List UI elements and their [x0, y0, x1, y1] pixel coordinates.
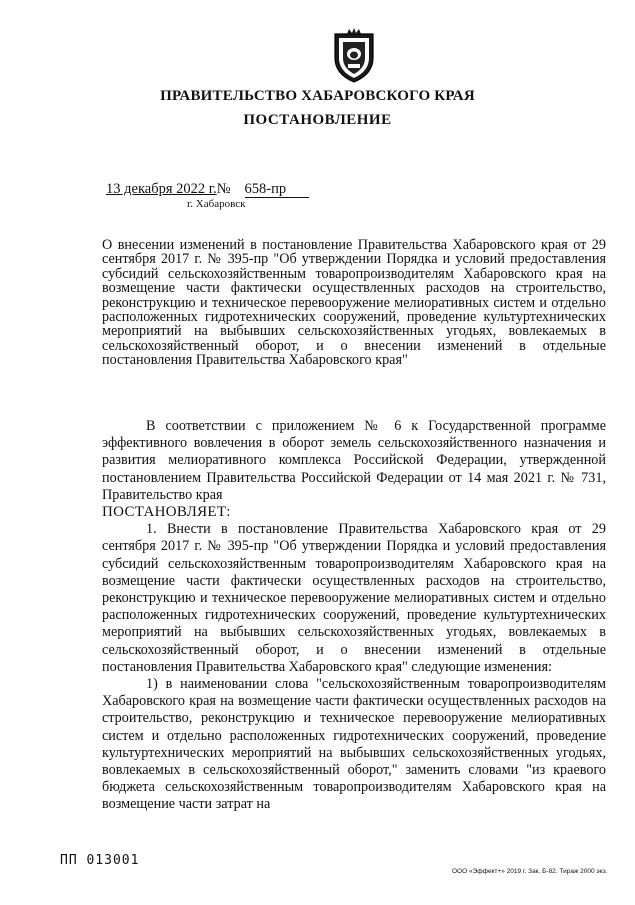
document-body [102, 418, 606, 814]
document-number: 658-пр [245, 182, 309, 198]
preamble-paragraph: В соответствии с приложением № 6 к Государственной программе эффективного вовлечения в оборот земель сельскохозяйственного назначения и развития мелиоративного комплекса Российской Федерации, утвержденной постановлением Правительства Российской Федерации от 14 мая 2021 г. № 731, Правительство края [102, 418, 606, 503]
document-city: г. Хабаровск [187, 198, 246, 210]
document-subject: О внесении изменений в постановление Правительства Хабаровского края от 29 сентября 2017 г. № 395-пр "Об утверждении Порядка и условий предоставления субсидий сельскохозяйственным товаропроизводителям Хабаровского края на возмещение части фактически осуществленных расходов на строительство, реконструкцию и техническое перевооружение мелиоративных систем и отдельно расположенных гидротехнических сооружений, проведение культуртехнических мероприятий на выбывших сельскохозяйственных угодьях, вовлекаемых в сельскохозяйственный оборот, и о внесении изменений в отдельные постановления Правительства Хабаровского края" [102, 237, 606, 369]
government-title: ПРАВИТЕЛЬСТВО ХАБАРОВСКОГО КРАЯ [160, 88, 475, 104]
item-1-1-paragraph: 1) в наименовании слова "сельскохозяйственным товаропроизводителям Хабаровского края на возмещение части фактически осуществленных расходов на строительство, реконструкцию и техническое перевооружение мелиоративных систем и отдельно расположенных гидротехнических сооружений, проведение культуртехнических мероприятий на выбывших сельскохозяйственных угодьях, вовлекаемых в сельскохозяйственный оборот," заменить словами "из краевого бюджета сельскохозяйственным товаропроизводителям Хабаровского края на возмещение части затрат на [102, 676, 606, 813]
form-code: ПП 013001 [60, 853, 140, 868]
decree-heading: ПОСТАНОВЛЯЕТ: [102, 504, 231, 521]
number-sign: № [216, 181, 231, 197]
document-date: 13 декабря 2022 г. [106, 181, 217, 197]
printing-info: ООО «Эффект+» 2019 г. Зак. Б-82. Тираж 2000 экз. [452, 868, 608, 875]
date-number-line [106, 181, 309, 198]
coat-of-arms-icon [329, 28, 379, 84]
item-1-paragraph: 1. Внести в постановление Правительства Хабаровского края от 29 сентября 2017 г. № 395-пр "Об утверждении Порядка и условий предоставления субсидий сельскохозяйственным товаропроизводителям Хабаровского края на возмещение части фактически осуществленных расходов на строительство, реконструкцию и техническое перевооружение мелиоративных систем и отдельно расположенных гидротехнических сооружений, проведение культуртехнических мероприятий на выбывших сельскохозяйственных угодьях, вовлекаемых в сельскохозяйственный оборот, и о внесении изменений в отдельные постановления Правительства Хабаровского края" следующие изменения: [102, 521, 606, 675]
document-type: ПОСТАНОВЛЕНИЕ [243, 112, 392, 128]
